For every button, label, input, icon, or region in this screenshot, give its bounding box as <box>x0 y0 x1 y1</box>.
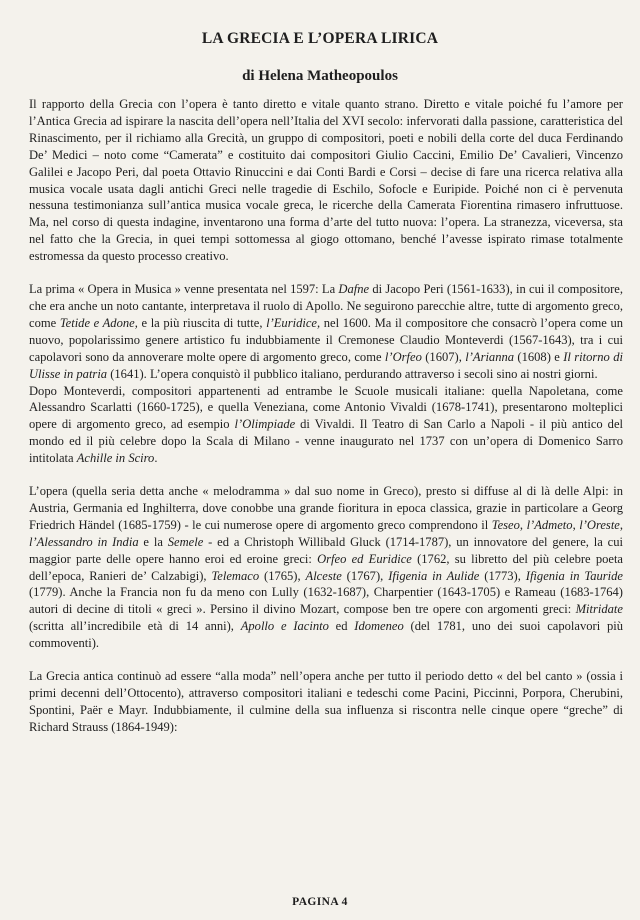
italic-title: l’Euridice, <box>266 315 321 330</box>
italic-title: Mitridate <box>575 602 623 617</box>
text-run: Dopo Monteverdi, compositori appartenenti ad entrambe le Scuole musicali italiane: quella Napoletana, come Alessandro Scarlatti (1660-1725), e quella Veneziana, come Antonio Vivaldi (1678-1741), presentarono molteplici opere di argomento greco, ad esempio <box>29 383 623 432</box>
page-title: LA GRECIA E L’OPERA LIRICA <box>201 30 439 47</box>
paragraph <box>29 483 623 652</box>
text-run: (del 1781, uno dei suoi capolavori più commoventi). <box>29 619 623 651</box>
text-run: (1607), <box>421 349 466 364</box>
italic-title: Tetide e Adone, <box>59 315 138 330</box>
text-run: Il rapporto della Grecia con l’opera è tanto diretto e vitale quanto strano. Diretto e vitale poiché fu l’amore per l’Antica Grecia ad ispirare la nascita dell’opera nell’Italia del XVI secolo: infervorati dalla passione, caratteristica del Rinascimento, per il richiamo alla Grecità, un gruppo di compositori, poeti e nobili della corte del duca Ferdinando De’ Medici – noto come “Camerata” e costituito dai compositori Giulio Caccini, Emilio De’ Cavalieri, Vincenzo Galilei e Jacopo Peri, dal poeta Ottavio Rinuccini e dai Conti Bardi e Corsi – decise di fare una ricerca relativa alla musica vocale usata dagli antichi Greci nelle tragedie di Eschilo, Sofocle e Euripide. Poiché non ci è pervenuta nessuna testimonianza sull’antica musica vocale greca, le ricerche della Camerata Fiorentina rimasero infruttuose. Ma, nel corso di questa indagine, inventarono una forma d’arte del tutto nuova: l’opera. La stranezza, viceversa, sta nel fatto che la Grecia, in quei tempi sottomessa al giogo ottomano, benché l’avesse ispirato rimase totalmente estromessa da questo processo creativo. <box>29 97 623 264</box>
text-run: (1641). L’opera conquistò il pubblico italiano, perdurando attraverso i secoli sino ai nostri giorni. <box>107 366 598 381</box>
text-run: ed <box>328 619 355 634</box>
paragraph <box>29 96 623 265</box>
text-run: (1762, su libretto del più celebre poeta dell’epoca, Ranieri de’ Calzabigi), <box>29 551 623 583</box>
italic-title: Ifigenia in Aulide <box>388 568 480 583</box>
paragraph <box>29 383 623 468</box>
text-run: (1779). Anche la Francia non fu da meno con Lully (1632-1687), Charpentier (1643-1705) e Rameau (1683-1764) autori di decine di titoli « greci ». Persino il divino Mozart, compose ben tre opere con argomenti greci: <box>29 585 623 617</box>
italic-title: l’Olimpiade <box>234 417 296 432</box>
italic-title: l’Admeto <box>526 517 573 532</box>
text-run: La prima « Opera in Musica » venne presentata nel 1597: La <box>29 282 339 297</box>
text-run: nel 1600. Ma il compositore che consacrò l’opera come un nuovo, popolarissimo genere artistico fu indubbiamente il Cremonese Claudio Monteverdi (1567-1643), tra i cui capolavori sono da annoverare molte opere di argomento greco, come <box>29 315 624 364</box>
italic-title: Apollo e Iacinto <box>240 619 329 634</box>
italic-title: l’Alessandro in India <box>29 534 139 549</box>
text-run: L’opera (quella seria detta anche « melodramma » dal suo nome in Greco), presto si diffuse al di là delle Alpi: in Austria, Germania ed Inghilterra, dove conobbe una grande fioritura in epoca classica, grazie in particolare a Georg Friedrich Händel (1685-1759) - le cui numerose opere di argomento greco comprendono il <box>29 484 623 532</box>
italic-title: Alceste <box>305 568 342 583</box>
italic-title: Dafne <box>338 282 370 297</box>
italic-title: Teseo <box>491 517 520 532</box>
text-run: , <box>572 517 580 532</box>
text-run: La Grecia antica continuò ad essere “alla moda” nell’opera anche per tutto il periodo detto « del bel canto » (ossia i primi decenni dell’Ottocento), attraverso compositori italiani e tedeschi come Pacini, Piccinni, Porpora, Cherubini, Spontini, Paër e Mayr. Indubbiamente, il culmine della sua influenza si riscontra nelle cinque opere “greche” di Richard Strauss (1864-1949): <box>29 669 623 734</box>
text-run: . <box>154 451 158 466</box>
article-body <box>29 96 623 752</box>
italic-title: Orfeo ed Euridice <box>317 551 412 566</box>
italic-title: Telemaco <box>211 568 260 583</box>
italic-title: l’Oreste <box>579 517 620 532</box>
text-run: e la <box>138 534 168 549</box>
text-run: - ed a Christoph Willibald Gluck (1714-1787), un innovatore del genere, la cui maggior parte delle opere hanno eroi ed eroine greci: <box>29 534 623 566</box>
italic-title: l’Arianna <box>465 349 515 364</box>
text-run: (1608) e <box>514 349 564 364</box>
paragraph <box>29 668 623 736</box>
text-run: , <box>519 517 527 532</box>
page-number: PAGINA 4 <box>292 896 348 908</box>
text-run: di Jacopo Peri (1561-1633), in cui il compositore, che era anche un noto cantante, interpretava il ruolo di Apollo. Ne seguirono parecchie altre, tutte di argomento greco, come <box>29 282 623 330</box>
text-run: , <box>619 517 624 532</box>
text-run: di Vivaldi. Il Teatro di San Carlo a Napoli - il più antico del mondo ed il più celebre dopo la Scala di Milano - venne inaugurato nel 1737 con un’opera di Domenico Sarro intitolata <box>29 417 623 466</box>
author-byline: di Helena Matheopoulos <box>242 68 398 84</box>
italic-title: Ifigenia in Tauride <box>525 568 623 583</box>
italic-title: l’Orfeo <box>384 349 422 364</box>
text-run: (scritta all’incredibile età di 14 anni), <box>29 619 241 634</box>
paragraph <box>29 281 623 382</box>
italic-title: Idomeneo <box>354 619 404 634</box>
italic-title: Semele <box>167 534 204 549</box>
text-run: (1765), <box>259 568 306 583</box>
text-run: e la più riuscita di tutte, <box>137 315 267 330</box>
italic-title: Achille in Sciro <box>76 451 155 466</box>
italic-title: Il ritorno di Ulisse in patria <box>29 349 623 381</box>
text-run: (1773), <box>479 568 526 583</box>
text-run: (1767), <box>341 568 389 583</box>
